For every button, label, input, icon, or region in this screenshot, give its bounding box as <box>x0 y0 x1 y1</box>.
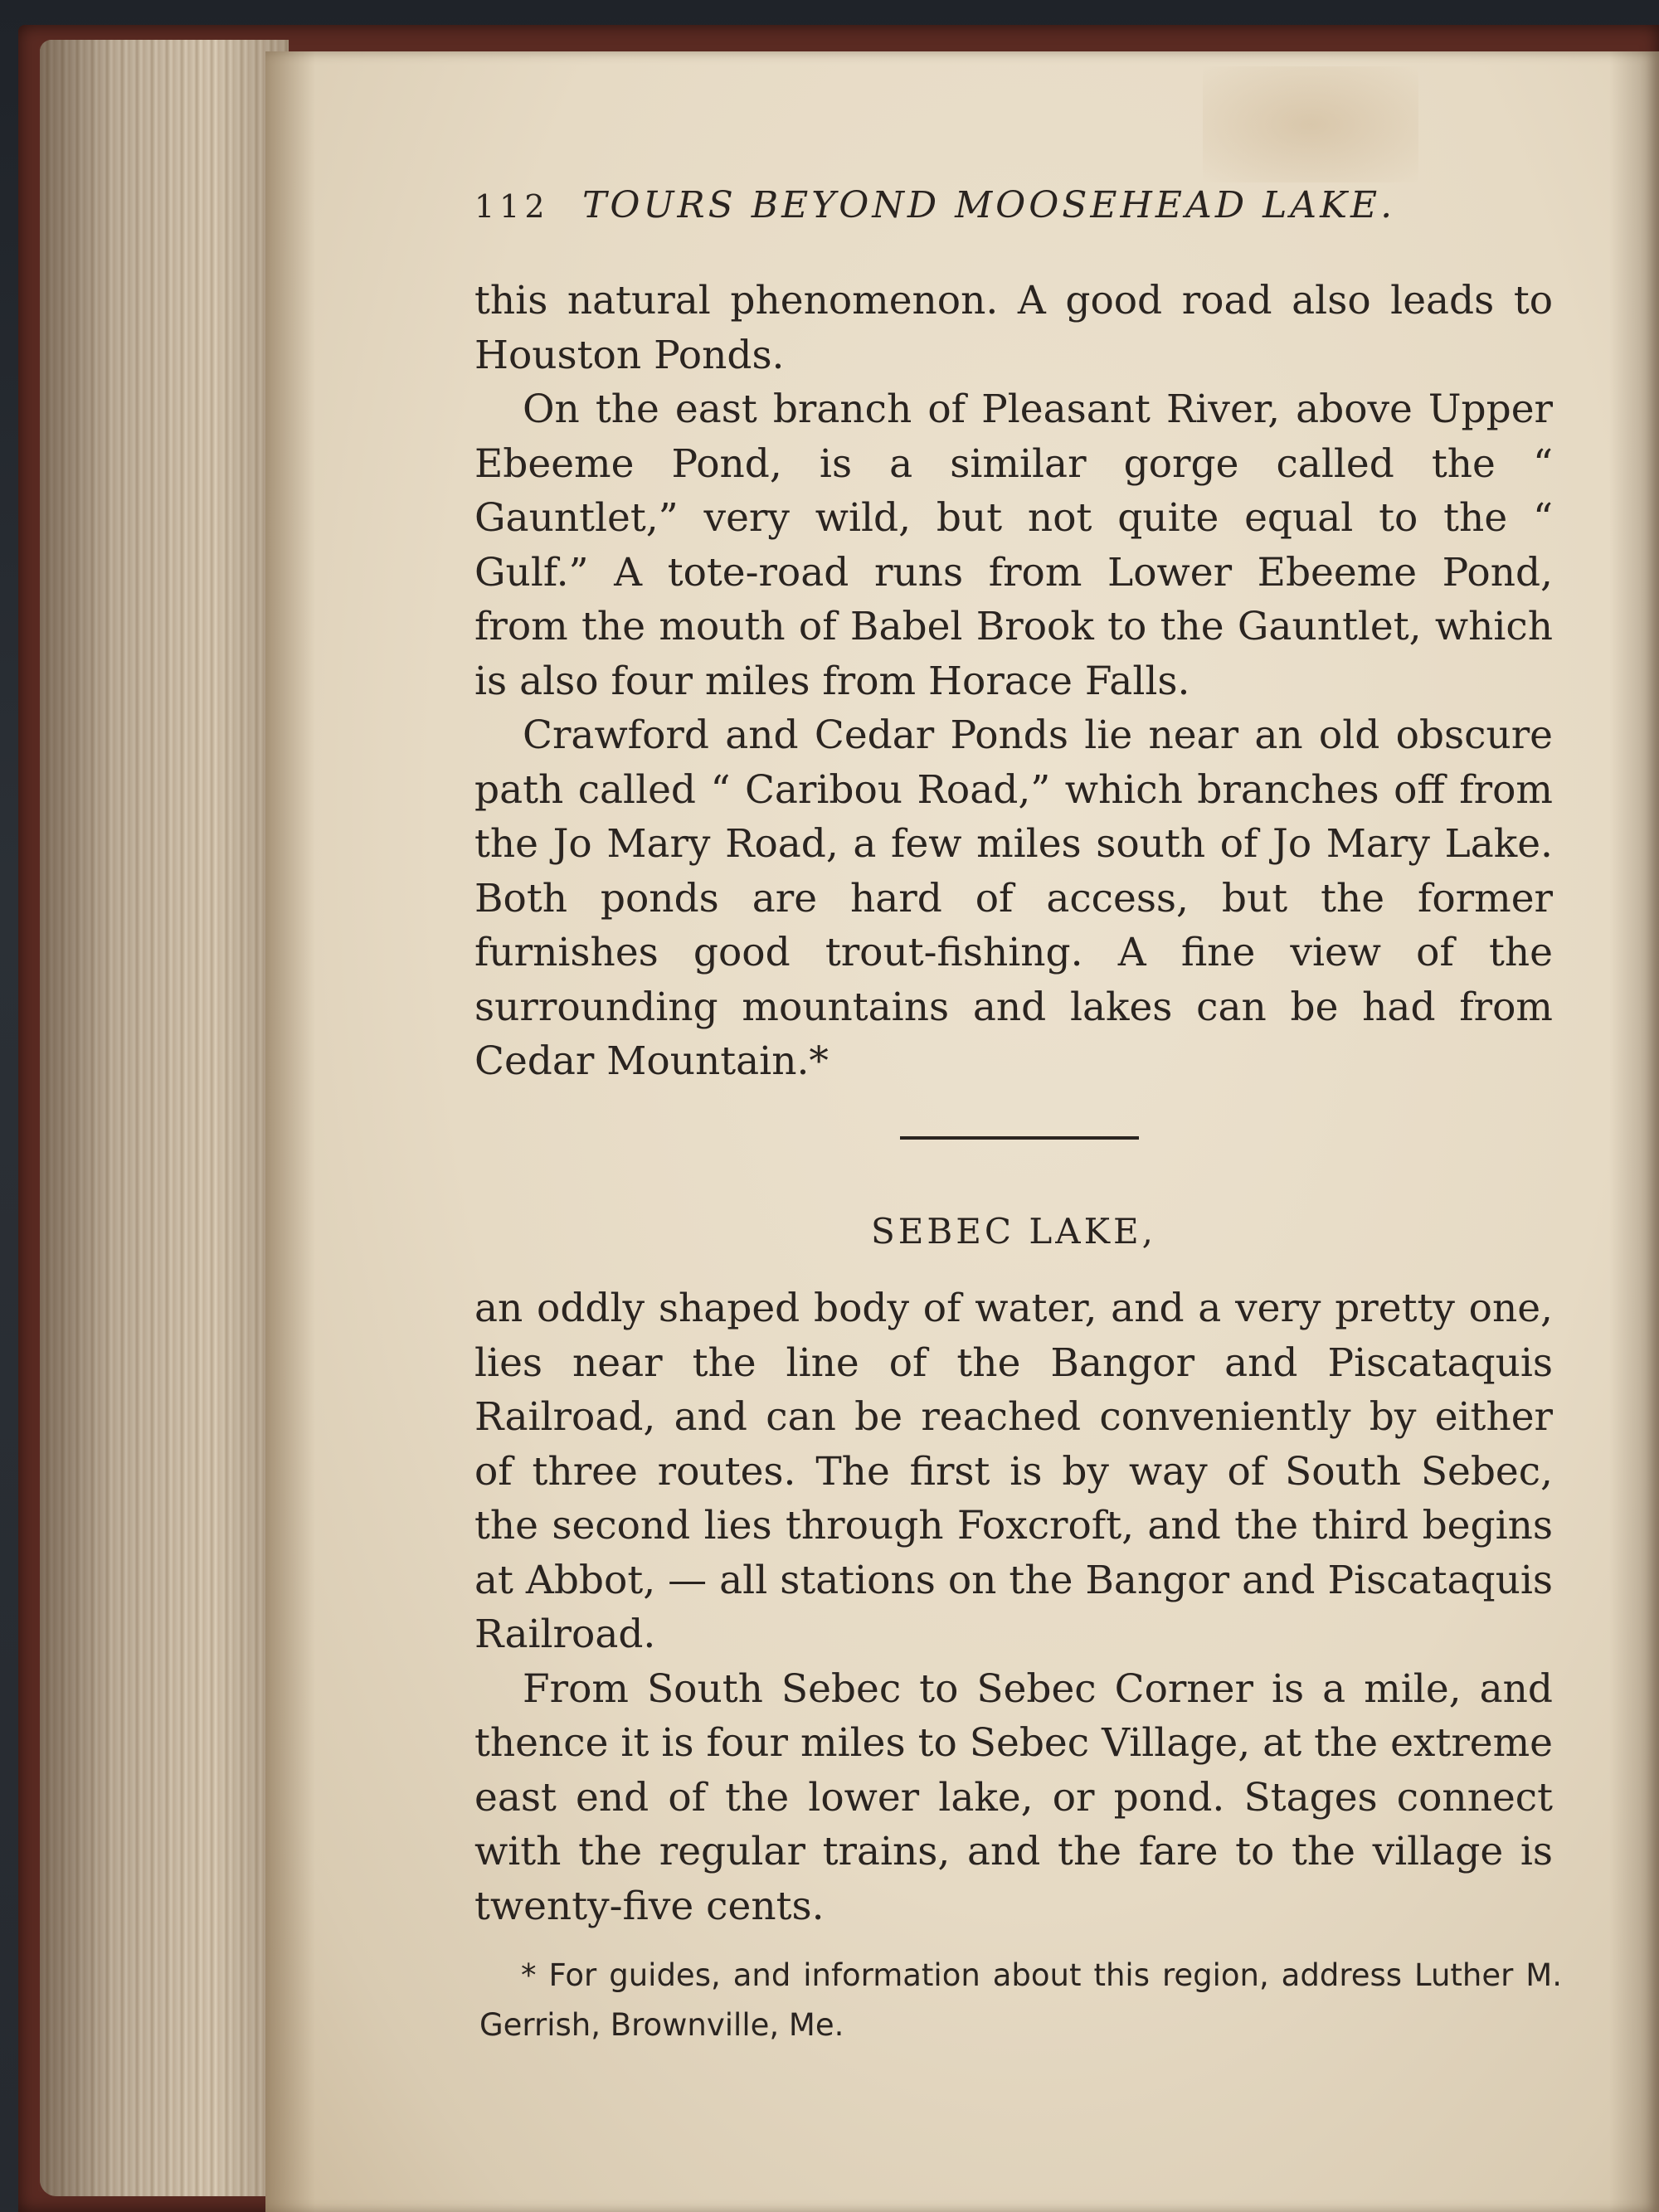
page-stain <box>1203 66 1418 182</box>
running-title: TOURS BEYOND MOOSEHEAD LAKE. <box>582 184 1396 226</box>
paragraph: Crawford and Cedar Ponds lie near an old obscure path called “ Caribou Road,” which branches off from the Jo Mary Road, a few miles south of Jo Mary Lake. Both ponds are hard of access, but the former furnishes good trout-fishing. A fine view of the surrounding mountains and lakes can be had from Cedar Mountain.* <box>474 712 1553 1084</box>
paragraph: From South Sebec to Sebec Corner is a mile, and thence it is four miles to Sebec Village, at the extreme east end of the lower lake, or pond. Stages connect with the regular trains, and the fare to the village is twenty-five cents. <box>474 1665 1553 1929</box>
spine-shadow <box>265 51 315 2212</box>
footnote-text: * For guides, and information about this region, address Luther M. Gerrish, Brownville, Me. <box>479 1957 1562 2043</box>
text-block-before <box>474 274 1553 1089</box>
footnote <box>479 1951 1562 2050</box>
page-number: 112 <box>474 188 550 225</box>
paragraph: an oddly shaped body of water, and a very pretty one, lies near the line of the Bangor and Piscataquis Railroad, and can be reached conveniently by either of three routes. The first is by way of South Sebec, the second lies through Foxcroft, and the third begins at Abbot, — all stations on the Bangor and Piscataquis Railroad. <box>474 1286 1553 1657</box>
section-heading: SEBEC LAKE, <box>870 1211 1157 1252</box>
paragraph: On the east branch of Pleasant River, above Upper Ebeeme Pond, is a similar gorge called the “ Gauntlet,” very wild, but not quite equal to the “ Gulf.” A tote-road runs from Lower Ebeeme Pond, from the mouth of Babel Brook to the Gauntlet, which is also four miles from Horace Falls. <box>474 386 1553 704</box>
page-edges-shade <box>40 40 289 2196</box>
section-rule <box>900 1136 1139 1140</box>
text-block-after <box>474 1281 1553 1933</box>
paragraph: this natural phenomenon. A good road also leads to Houston Ponds. <box>474 278 1553 378</box>
page-fold-shadow <box>1609 51 1659 2212</box>
running-head <box>474 184 1420 234</box>
